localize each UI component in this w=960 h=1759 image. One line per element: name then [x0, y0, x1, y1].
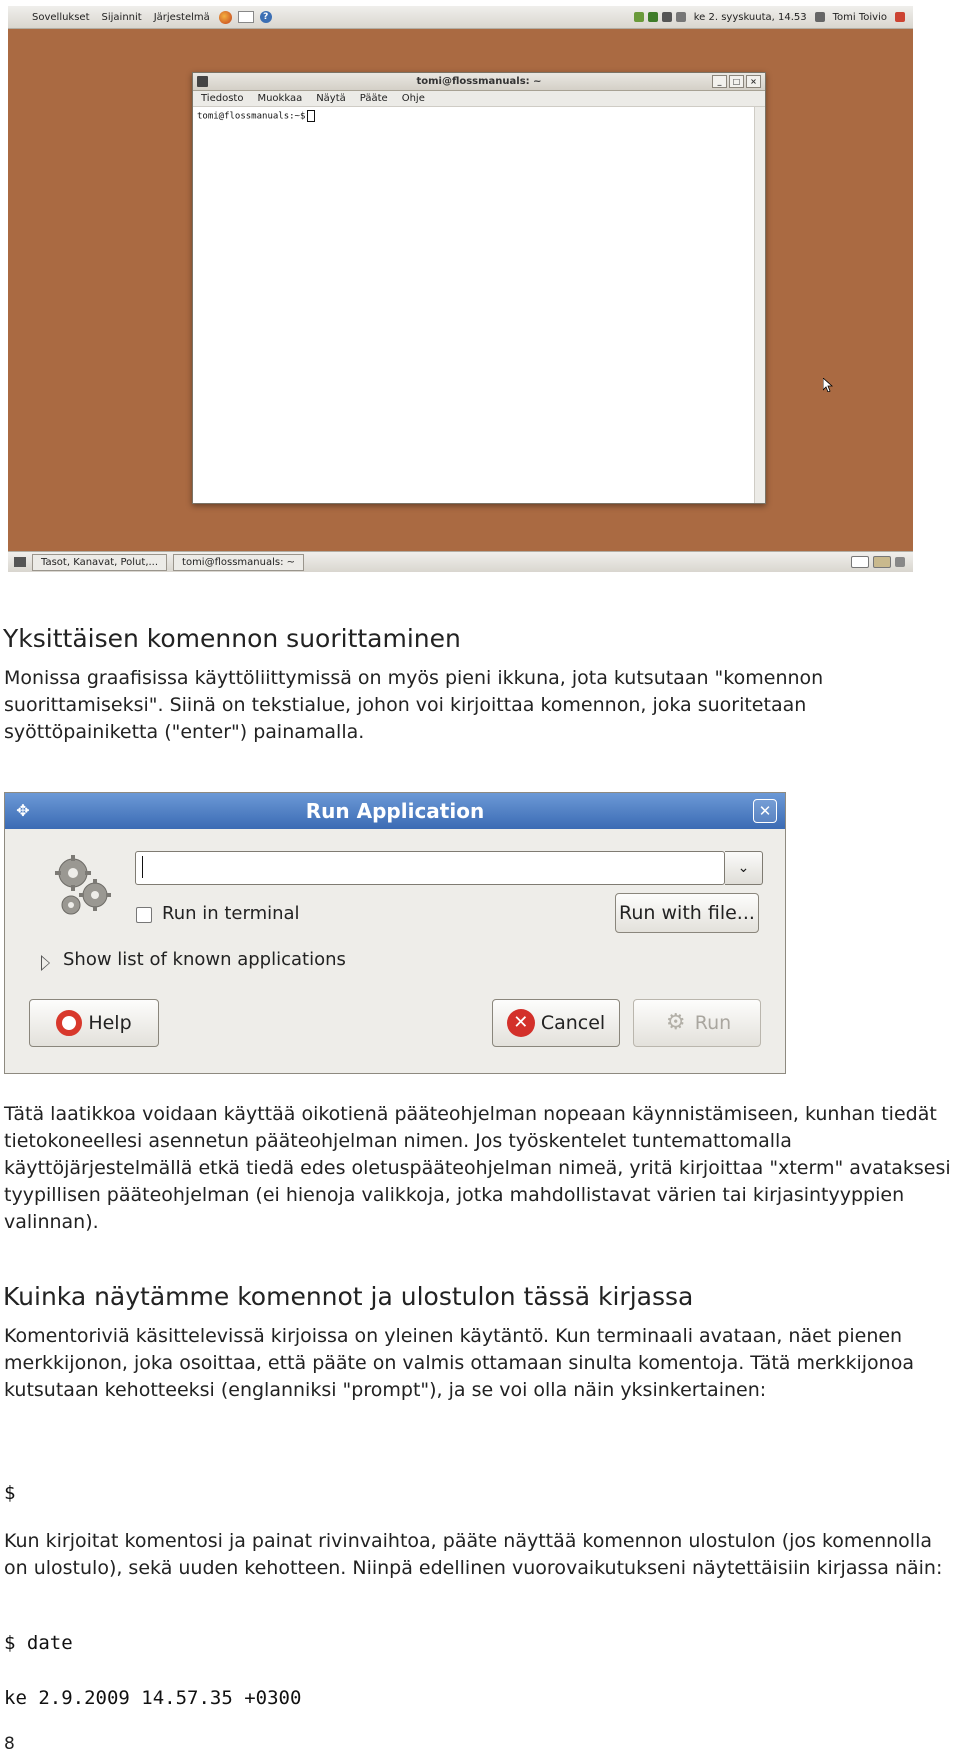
user-name[interactable]: Tomi Toivio: [832, 11, 887, 23]
mail-icon[interactable]: [238, 11, 254, 23]
terminal-menubar: [193, 91, 765, 107]
command-input[interactable]: [135, 851, 725, 885]
cancel-icon: ✕: [507, 1009, 535, 1037]
section-heading-commands-in-book: Kuinka näytämme komennot ja ulostulon tässä kirjassa: [3, 1282, 694, 1311]
minimize-button[interactable]: _: [712, 75, 727, 88]
workspace-icon[interactable]: [873, 556, 891, 568]
section-paragraph: Monissa graafisissa käyttöliittymissä on myös pieni ikkuna, jota kutsutaan "komennon suorittamiseksi". Siinä on tekstialue, johon voi kirjoittaa komennon, joka suoritetaan syöttöpainiketta ("enter") painamalla.: [4, 667, 824, 743]
terminal-prompt: tomi@flossmanuals:~$: [197, 111, 306, 122]
network-icon[interactable]: [634, 12, 644, 22]
page-number: 8: [4, 1734, 15, 1754]
terminal-scrollbar[interactable]: [754, 107, 765, 503]
taskbar-item-terminal[interactable]: tomi@flossmanuals: ~: [173, 554, 304, 571]
taskbar-item-gimp[interactable]: Tasot, Kanavat, Polut,...: [32, 554, 167, 571]
command-example: $ date: [4, 1632, 73, 1654]
power-icon[interactable]: [895, 12, 905, 22]
lifebuoy-icon: [56, 1010, 82, 1036]
help-button[interactable]: [29, 999, 159, 1047]
chevron-down-icon: ⌄: [737, 860, 750, 876]
cancel-label: Cancel: [540, 1012, 606, 1034]
bottom-panel: [8, 551, 913, 572]
menu-edit[interactable]: Muokkaa: [257, 93, 303, 104]
terminal-titlebar[interactable]: [193, 73, 765, 91]
desktop-screenshot: [8, 6, 913, 572]
run-button[interactable]: [633, 999, 761, 1047]
show-desktop-icon[interactable]: [14, 557, 26, 567]
update-icon[interactable]: [648, 12, 658, 22]
terminal-body[interactable]: [193, 107, 765, 503]
dialog-title: Run Application: [305, 799, 485, 823]
run-in-terminal-label[interactable]: Run in terminal: [162, 903, 300, 924]
prompt-example: $: [4, 1482, 16, 1504]
terminal-title: tomi@flossmanuals: ~: [416, 76, 542, 87]
section2-paragraph-2: Kun kirjoitat komentosi ja painat rivinvaihtoa, pääte näyttää komennon ulostulon (jos komennolla on ulostulo), sekä uuden kehotteen. Niinpä edellinen vuorovaikutukseni näytettäisiin kirjassa näin:: [4, 1530, 943, 1579]
terminal-prompt-line: [193, 107, 765, 125]
volume-icon[interactable]: [662, 12, 672, 22]
menu-view[interactable]: Näytä: [316, 93, 346, 104]
clock[interactable]: ke 2. syyskuuta, 14.53: [693, 11, 807, 23]
body-paragraph-xterm: Tätä laatikkoa voidaan käyttää oikotienä pääteohjelman nopeaan käynnistämiseen, kunhan tiedät tietokoneellesi asennetun pääteohjelman nimen. Jos työskentelet tuntemattomalla käyttöjärjestelmällä etkä tiedä edes oletuspääteohjelman nimeä, yritä kirjoittaa "xterm" avataksesi tyypillisen pääteohjelman (ei hienoja valikkoja, jotka mahdollistavat värien tai kirjasintyyppien valinnan).: [4, 1103, 951, 1233]
terminal-icon: [197, 76, 208, 87]
top-panel: [8, 6, 913, 29]
menu-help[interactable]: Ohje: [401, 93, 425, 104]
menu-file[interactable]: Tiedosto: [201, 93, 244, 104]
gears-icon: [51, 851, 117, 921]
maximize-button[interactable]: □: [729, 75, 744, 88]
run-application-dialog: [4, 792, 786, 1074]
run-with-file-button[interactable]: [615, 893, 759, 933]
section2-paragraph: Komentoriviä käsittelevissä kirjoissa on yleinen käytäntö. Kun terminaali avataan, näet pienen merkkijonon, joka osoittaa, että pääte on valmis ottamaan sinulta komentoja. Tätä merkkijonoa kutsutaan kehotteeksi (englanniksi "prompt"), ja se voi olla näin yksinkertainen:: [4, 1325, 914, 1401]
system-tray: [634, 12, 913, 23]
show-known-applications-expander[interactable]: Show list of known applications: [63, 949, 346, 970]
text-caret: [142, 856, 143, 878]
user-icon: [815, 12, 825, 22]
help-icon[interactable]: ?: [260, 11, 272, 23]
workspace-icon[interactable]: [851, 556, 869, 568]
cursor: [307, 110, 315, 122]
firefox-icon[interactable]: [219, 11, 232, 24]
terminal-window[interactable]: [192, 72, 766, 504]
menu-applications[interactable]: Sovellukset: [32, 11, 90, 23]
mouse-pointer-icon: [823, 378, 833, 392]
expander-arrow-icon[interactable]: [41, 955, 50, 971]
gear-icon: ⚙: [665, 1010, 686, 1035]
run-in-terminal-checkbox[interactable]: [136, 907, 152, 923]
run-label: Run: [694, 1012, 732, 1034]
help-label: Help: [88, 1012, 132, 1034]
dialog-close-button[interactable]: ✕: [753, 799, 777, 823]
cancel-button[interactable]: [492, 999, 620, 1047]
battery-icon[interactable]: [676, 12, 686, 22]
dialog-titlebar[interactable]: [5, 793, 785, 829]
move-icon: ✥: [16, 801, 30, 820]
menu-system[interactable]: Järjestelmä: [153, 11, 210, 23]
run-with-file-label: Run with file...: [619, 902, 755, 924]
trash-icon[interactable]: [895, 557, 905, 567]
history-dropdown-button[interactable]: [725, 851, 763, 885]
menu-terminal[interactable]: Pääte: [359, 93, 388, 104]
menu-places[interactable]: Sijainnit: [101, 11, 142, 23]
command-output: ke 2.9.2009 14.57.35 +0300: [4, 1687, 302, 1709]
section-heading-run-command: Yksittäisen komennon suorittaminen: [3, 624, 461, 653]
workspace-switcher: [851, 556, 913, 568]
close-button[interactable]: ×: [746, 75, 761, 88]
